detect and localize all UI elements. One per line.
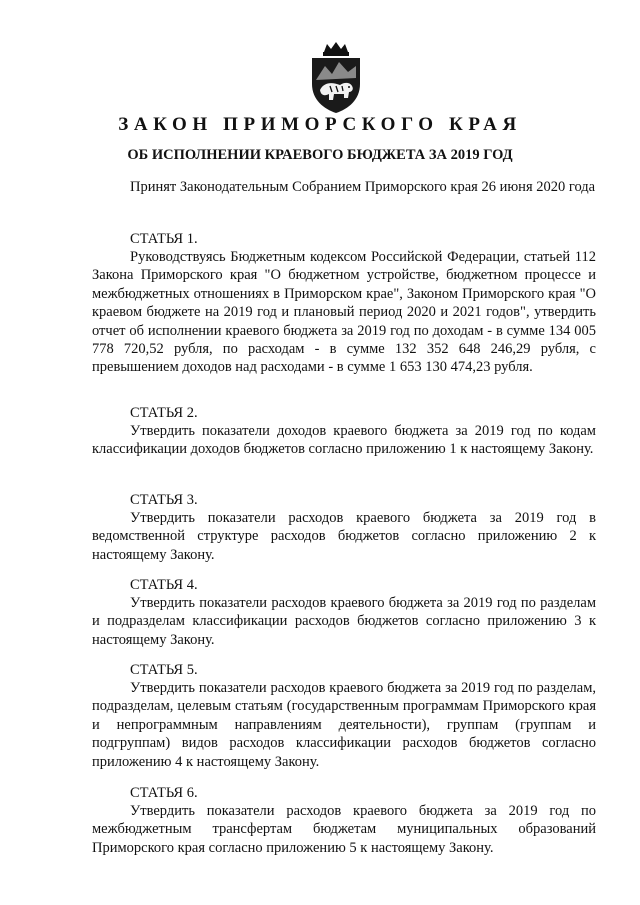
article-5-text: Утвердить показатели расходов краевого бюджета за 2019 год по разделам, подразделам, целевым статьям (государственным программам Приморского края и непрограммным направлениям деятельности), группам (группам и подгруппам) видов расходов классификации расходов бюджетов согласно приложению 4 к настоящему Закону.	[92, 680, 596, 770]
article-2-heading: СТАТЬЯ 2.	[130, 405, 198, 421]
primorsky-krai-coat-of-arms-icon	[308, 40, 364, 114]
article-1-text: Руководствуясь Бюджетным кодексом Российской Федерации, статьей 112 Закона Приморского края "О бюджетном устройстве, бюджетном процессе и межбюджетных отношениях в Приморском крае", Законом Приморского края "О краевом бюджете на 2019 год и плановый период 2020 и 2021 годов", утвердить отчет об исполнении краевого бюджета за 2019 год по доходам - в сумме 134 005 778 720,52 рубля, по расходам - в сумме 132 352 648 246,29 рубля, с превышением доходов над расходами - в сумме 1 653 130 474,23 рубля.	[92, 249, 596, 376]
article-3-text: Утвердить показатели расходов краевого бюджета за 2019 год в ведомственной структуре расходов бюджетов согласно приложению 2 к настоящему Закону.	[92, 510, 596, 563]
article-4-heading: СТАТЬЯ 4.	[130, 577, 198, 593]
law-title: ЗАКОН ПРИМОРСКОГО КРАЯ	[118, 114, 522, 135]
article-2-text: Утвердить показатели доходов краевого бюджета за 2019 год по кодам классификации доходов бюджетов согласно приложению 1 к настоящему Закону.	[92, 423, 596, 458]
article-4-text: Утвердить показатели расходов краевого бюджета за 2019 год по разделам и подразделам классификации расходов бюджетов согласно приложению 3 к настоящему Закону.	[92, 595, 596, 648]
law-subtitle: ОБ ИСПОЛНЕНИИ КРАЕВОГО БЮДЖЕТА ЗА 2019 ГОД	[127, 147, 513, 163]
article-1-heading: СТАТЬЯ 1.	[130, 231, 198, 247]
adoption-note: Принят Законодательным Собранием Приморского края 26 июня 2020 года	[130, 179, 596, 195]
article-3-heading: СТАТЬЯ 3.	[130, 492, 198, 508]
article-6-heading: СТАТЬЯ 6.	[130, 785, 198, 801]
article-6-text: Утвердить показатели расходов краевого бюджета за 2019 год по межбюджетным трансфертам бюджетам муниципальных образований Приморского края согласно приложению 5 к настоящему Закону.	[92, 803, 596, 856]
article-5-heading: СТАТЬЯ 5.	[130, 662, 198, 678]
